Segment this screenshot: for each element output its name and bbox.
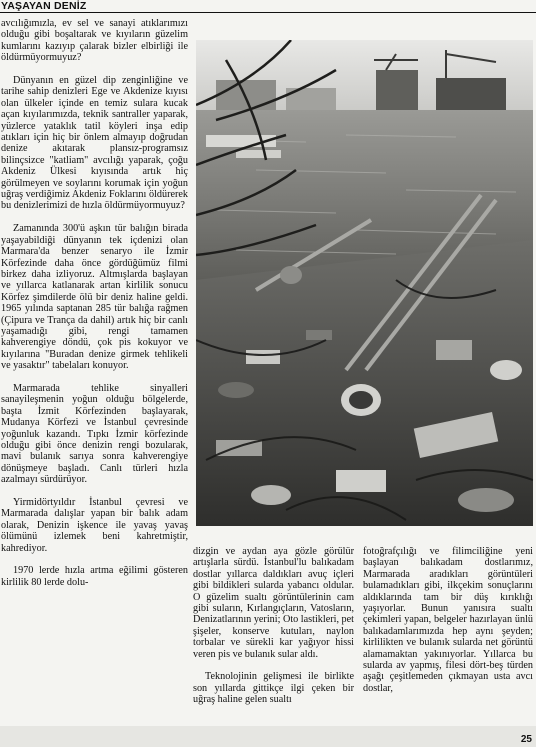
paragraph: fotoğrafçılığı ve filimciliğine yeni başlayan balıkadam dostlarımız, Marmarada aradıkları görüntüleri bulamadıkları gibi, ilkçekim sonuçlarını aldıklarında tam bir düş kırıklığı yaşıyorlar. Bunun yanısıra sualtı çekimleri yapan, belgeler hazırlayan ünlü balıkadamlarımızda hep aynı şeyden; kirlilikten ve bulanık sularda net görüntü alamamaktan yakınıyorlar. Yıllarca bu sularda av yapmış, filesi dört-beş türden aşağı çeşitlemeden çıkmayan usta avcı dostlar, <box>363 546 533 694</box>
paragraph: 1970 lerde hızla artma eğilimi gösteren kirlilik 80 lerde dolu- <box>1 565 188 588</box>
paragraph: Marmarada tehlike sinyalleri sanayileşmenin yoğun olduğu bölgelerde, başta İzmit Körfezinden başlayarak, Mudanya Körfezi ve İstanbul çevresinde yoğunluk kazandı. Tıpkı İzmir körfezinde olduğu gibi önce denizin rengi bozularak, mavi bulanık sarıya sonra kahverengiye dönüşmeye başladı. Canlı türleri hızla azalmayı sürdürüyor. <box>1 382 188 486</box>
paragraph: Zamanında 300'ü aşkın tür balığın birada yaşayabildiği dünyanın tek içdenizi olan Marmara'da benzer senaryo ile İzmir Körfezinde daha önce gördüğümüz filmi birkez daha izliyoruz. Altmışlarda başlayan ve yıllarca katlanarak artan kirlilik sonucu Körfez şimdilerde ölü bir deniz haline geldi. 1965 yılında saptanan 285 tür balığa rağmen (Çipura ve Trança da dahil) artık hiç bir canlı yaşamadığı gibi, rengi tamamen kahverengiye döndü, çok pis kokuyor ve kıyılarına "Buradan denize girmek tehlikeli ve yasaktır" tabelaları konuyor. <box>1 223 188 372</box>
text-column-1 <box>1 18 188 723</box>
paragraph: Teknolojinin gelişmesi ile birlikte son yıllarda gittikçe ilgi çeken bir uğraş haline gelen sualtı <box>193 671 354 706</box>
paragraph: Dünyanın en güzel dip zenginliğine ve tarihe sahip denizleri Ege ve Akdenize kıyısı olan ülkeler içinde en temiz sulara kucak açan kıyılarımızda, teknik santraller yaparak, yüzlerce yataklık tatil köyleri inşa edip atıkları için hiç bir önlem almayıp doğrudan denize akıtarak plansız-programsız bilinçsizce "katliam" avcılığı yaparak, çoğu Akdeniz Ülkesi kıyısında artık hiç görülmeyen ve soylarını korumak için yoğun uğraş verdiğimiz Akdeniz Foklarını öldürerek bu denizlerimizi de hızla öldürmüyormuyuz? <box>1 75 188 212</box>
page-header <box>0 0 536 13</box>
footer-strip <box>0 726 536 747</box>
polluted-shoreline-photo <box>196 40 533 526</box>
paragraph: Yirmidörtyıldır İstanbul çevresi ve Marmarada dalışlar yapan bir balık adam olarak, Denizin işkence ile yavaş yavaş ölümünü izlemek beni kahretmiştir, kahrediyor. <box>1 497 188 554</box>
section-title: YAŞAYAN DENİZ <box>1 0 90 12</box>
page-number: 25 <box>520 734 532 745</box>
paragraph: avcılığımızla, ev sel ve sanayi atıklarımızı olduğu gibi boşaltarak ve kıyıların güzelim kumlarını kazıyıp çalarak bizler elbirliği ile öldürmüyormuyuz? <box>1 18 188 64</box>
text-column-3 <box>363 546 533 726</box>
paragraph: dizgin ve aydan aya gözle görülür artışlarla sürdü. İstanbul'lu balıkadam dostlar yıllarca daldıkları avuç içleri gibi bildikleri sularda yabancı oldular. O güzelim sualtı görüntülerinin cam gibi suların, Kırlangıçların, Vatosların, Denizatlarının yerini; Oto lastikleri, pet şişeler, konserve kutuları, naylon torbalar ve sürekli kar yağıyor hissi veren pis ve bulanık sular aldı. <box>193 546 354 660</box>
text-column-2 <box>193 546 354 726</box>
